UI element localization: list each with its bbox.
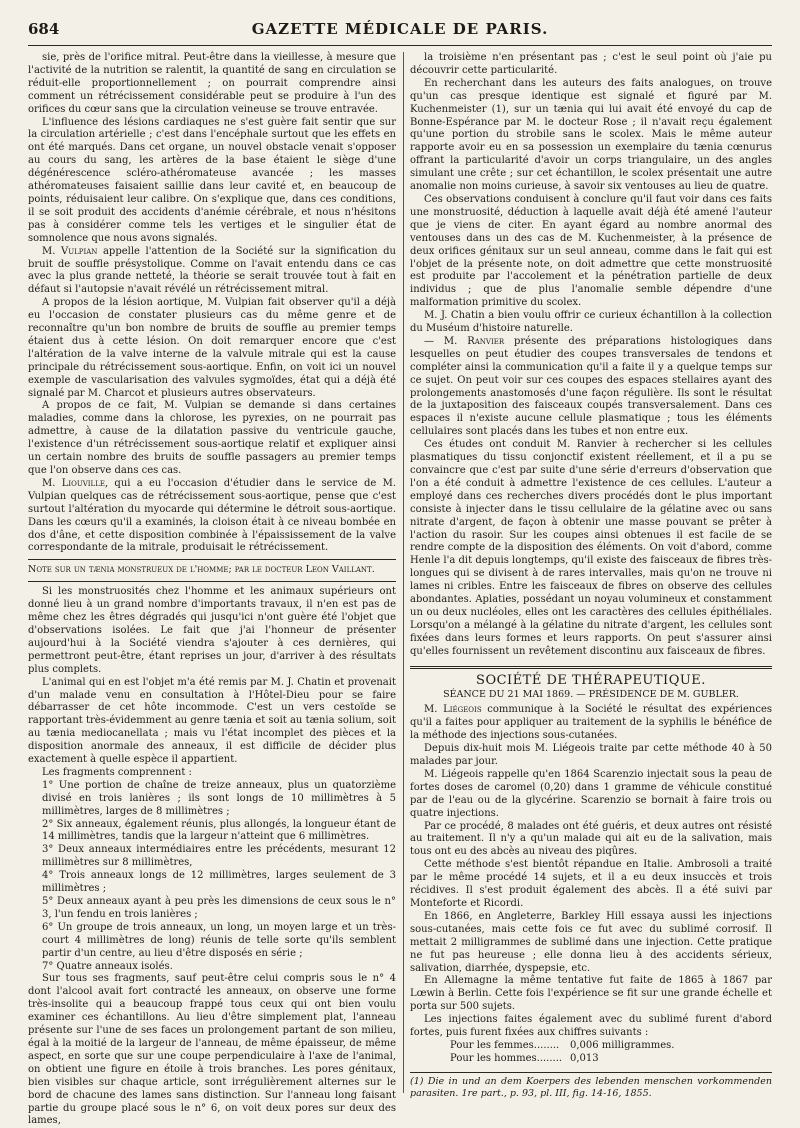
- paragraph: En recherchant dans les auteurs des faits analogues, on trouve qu'un cas presque identique est signalé et figuré par M. Kuchenmeister (1), sur un tænia qui lui avait été envoyé du cap de Bonne-Espérance par M. le docteur Rose ; il n'avait reçu également qu'une portion du strobile sans le scolex. Mais le même auteur rapporte avoir eu en sa possession un exemplaire du tænia cœnurus offrant la particularité d'avoir un corps triangulaire, un des angles simulant une crête ; sur cet échantillon, le scolex présentait une autre anomalie non moins curieuse, à savoir six ventouses au lieu de quatre.: [410, 77, 772, 193]
- paragraph-text: appelle l'attention de la Société sur la signification du bruit de souffle présystolique. Comme on l'avait entendu dans ce cas avec la plus grande netteté, la théorie se serait trouvée tout à fait en défaut si l'autopsie n'avait révélé un rétrécissement mitral.: [28, 245, 396, 296]
- paragraph: la troisième n'en présentant pas ; c'est le seul point où j'aie pu découvrir cette particularité.: [410, 52, 772, 76]
- paragraph: Sur tous ses fragments, sauf peut-être celui compris sous le n° 4 dont l'alcool avait fort contracté les anneaux, on observe une forme très-insolite qui a beaucoup frappé tous ceux qui ont bien voulu examiner ces échantillons. Au lieu d'être simplement plat, l'anneau présente sur l'une de ses faces un prolongement partant de son milieu, égal à la moitié de la largeur de l'anneau, de même épaisseur, de même aspect, en sorte que sur une coupe perpendiculaire à l'axe de l'animal, on obtient une figure en étoile à trois branches. Les pores génitaux, bien visibles sur chaque article, sont irrégulièrement alternes sur le bord de chacune des lames sans distinction. Sur l'anneau long faisant partie du groupe placé sous le n° 6, on voit deux pores sur deux des lames,: [28, 973, 396, 1127]
- paragraph: Les fragments comprennent :: [42, 766, 192, 778]
- journal-title: GAZETTE MÉDICALE DE PARIS.: [251, 20, 549, 38]
- section-title: SOCIÉTÉ DE THÉRAPEUTIQUE.: [476, 672, 706, 688]
- paragraph: [28, 246, 396, 298]
- section-rule: [28, 581, 396, 582]
- section-rule: [28, 559, 396, 560]
- paragraph-text: , qui a eu l'occasion d'étudier dans le service de M. Vulpian quelques cas de rétrécissement sous-aortique, pense que c'est surtout l'altération du myocarde qui détermine le détroit sous-aortique. Dans les cœurs qu'il a examinés, la cloison était à ce niveau bombée en dos d'âne, et cette disposition combinée à l'épaississement de la valve correspondante de la mitrale, produisait le rétrécissement.: [28, 477, 396, 554]
- speaker-name: — M. Ranvier: [424, 335, 505, 347]
- page-number: 684: [28, 20, 60, 38]
- fragment-item: 6° Un groupe de trois anneaux, un long, un moyen large et un très-court 4 millimètres de long) réunis de telle sorte qu'ils semblent partir d'un centre, au lieu d'être disposés en série ;: [42, 921, 396, 959]
- speaker-name: M. Liouville: [42, 477, 105, 489]
- note-heading: [28, 564, 396, 577]
- fragment-item: 5° Deux anneaux ayant à peu près les dimensions de ceux sous le n° 3, l'un fendu en trois lanières ;: [42, 896, 396, 920]
- dose-label: Pour les femmes........: [450, 1039, 560, 1051]
- fragment-item: 1° Une portion de chaîne de treize anneaux, plus un quatorzième divisé en trois lanières ; ils sont longs de 10 millimètres à 5 millimètres, larges de 8 millimètres ;: [42, 779, 396, 817]
- paragraph: L'influence des lésions cardiaques ne s'est guère fait sentir que sur la circulation artérielle ; c'est dans l'encéphale surtout que les effets en ont été marqués. Dans cet organe, un nouvel obstacle venait s'opposer au cours du sang, les artères de la base étaient le siège d'une dégénérescence scléro-athéromateuse avancée ; les masses athéromateuses faisaient saillie dans leur cavité et, en beaucoup de points, réduisaient leur calibre. On s'explique que, dans ces conditions, il se soit produit des accidents d'anémie cérébrale, et nous n'hésitons pas à considérer comme tels les vertiges et le singulier état de somnolence que nous avons signalés.: [28, 116, 396, 244]
- paragraph: [410, 336, 772, 439]
- paragraph: A propos de ce fait, M. Vulpian se demande si dans certaines maladies, comme dans la chlorose, les pyrexies, on ne pourrait pas admettre, à cause de la dilatation passive du ventricule gauche, l'existence d'un rétrécissement sous-aortique relatif et expliquer ainsi un certain nombre des bruits de souffle passagers au premier temps que l'on observe dans ces cas.: [28, 400, 396, 476]
- paragraph: M. J. Chatin a bien voulu offrir ce curieux échantillon à la collection du Muséum d'histoire naturelle.: [410, 310, 772, 335]
- paragraph: [410, 704, 772, 743]
- dose-value: 0,006 milligrammes.: [570, 1039, 675, 1051]
- section-double-rule: [410, 666, 772, 669]
- fragment-item: 4° Trois anneaux longs de 12 millimètres, larges seulement de 3 millimètres ;: [42, 870, 396, 895]
- fragment-item: 7° Quatre anneaux isolés.: [42, 960, 173, 972]
- note-title: Note sur un tænia monstrueux de l'homme: [28, 564, 229, 576]
- paragraph: Ces études ont conduit M. Ranvier à rechercher si les cellules plasmatiques du tissu conjonctif existent réellement, et il a pu se convaincre que c'est par suite d'une série d'erreurs d'observation que l'on a été conduit à admettre l'existence de ces cellules. L'auteur a employé dans ces recherches divers procédés dont le plus important consiste à injecter dans le tissu cellulaire de la gélatine avec ou sans nitrate d'argent, de façon à obtenir une masse pouvant se prêter à l'action du rasoir. Sur les coupes ainsi obtenues il est facile de se rendre compte de la disposition des éléments. On voit d'abord, comme Henle l'a dit depuis longtemps, qu'il existe des faisceaux de fibres très-longues qui se divisent à de rares intervalles, mais qu'on ne trouve ni lames ni cribles. Entre les faisceaux de fibres on observe des cellules abondantes. Aplaties, possédant un noyau volumineux et constamment un ou deux nucléoles, elles ont les caractères des cellules épithéliales. Lorsqu'on a mélangé à la gélatine du nitrate d'argent, les cellules sont fixées dans leurs formes et leurs rapports. On peut s'assurer ainsi qu'elles fournissent un revêtement discontinu aux faisceaux de fibres.: [410, 439, 772, 657]
- paragraph-text: présente des préparations histologiques dans lesquelles on peut étudier des coupes transversales de tendons et compléter ainsi la communication qu'il a faite il y a quelque temps sur ce sujet. On peut voir sur ces coupes des espaces stellaires ayant des prolongements anastomosés d'une façon régulière. Ils sont le résultat de la juxtaposition des faisceaux coupés transversalement. Dans ces espaces il n'existe aucune cellule plasmatique ; tous les éléments cellulaires sont placés dans les tubes et non entre eux.: [410, 335, 772, 438]
- fragment-item: 2° Six anneaux, également réunis, plus allongés, la longueur étant de 14 millimètres, tandis que la largeur n'atteint que 6 millimètres.: [42, 818, 396, 843]
- paragraph: Si les monstruosités chez l'homme et les animaux supérieurs ont donné lieu à un grand nombre d'importants travaux, il n'en est pas de même chez les êtres dégradés qui jusqu'ici n'ont guère été l'objet que d'observations isolées. Le fait que j'ai l'honneur de présenter aujourd'hui à la Société viendra s'ajouter à ces dernières, qui permettront peut-être, étant reprises un jour, d'arriver à des résultats plus complets.: [28, 586, 396, 675]
- page-header: [28, 20, 772, 46]
- footnote-rule: [410, 1072, 772, 1073]
- dose-row: [410, 1040, 772, 1053]
- paragraph: Les injections faites également avec du sublimé furent d'abord fortes, puis furent fixées aux chiffres suivants :: [410, 1014, 772, 1039]
- session-line: SÉANCE DU 21 MAI 1869. — PRÉSIDENCE DE M. GUBLER.: [443, 688, 739, 700]
- note-author: ; par le docteur Leon Vaillant.: [228, 564, 375, 576]
- paragraph: sie, près de l'orifice mitral. Peut-être dans la vieillesse, à mesure que l'activité de la nutrition se ralentit, la quantité de sang en circulation se réduit-elle proportionnellement ; on pourrait comprendre ainsi comment un rétrécissement considérable peut se produire à l'un des orifices du cœur sans que la circulation veineuse se trouve entravée.: [28, 52, 396, 115]
- paragraph: En Allemagne la même tentative fut faite de 1865 à 1867 par Lœwin à Berlin. Cette fois l'expérience se fit sur une grande échelle et porta sur 500 sujets.: [410, 975, 772, 1013]
- dose-label: Pour les hommes........: [450, 1052, 563, 1064]
- paragraph: Ces observations conduisent à conclure qu'il faut voir dans ces faits une monstruosité, déduction à laquelle avait déjà été amené l'auteur que je viens de citer. En ayant égard au nombre anormal des ventouses dans un des cas de M. Kuchenmeister, à la présence de deux orifices génitaux sur un seul anneau, comme dans le fait qui est l'objet de la présente note, on doit admettre que cette monstruosité est produite par l'accolement et la pénétration partielle de deux individus ; que de plus l'anomalie semble dépendre d'une malformation primitive du scolex.: [410, 193, 772, 309]
- paragraph: M. Liégeois rappelle qu'en 1864 Scarenzio injectait sous la peau de fortes doses de caromel (0,20) dans 1 gramme de véhicule constitué par de l'eau ou de la glycérine. Scarenzio se bornait à faire trois ou quatre injections.: [410, 768, 772, 819]
- dose-value: 0,013: [570, 1052, 599, 1064]
- footnote: (1) Die in und an dem Koerpers des lebenden menschen vorkommenden parasiten. 1re part., p. 93, pl. III, fig. 14-16, 1855.: [410, 1075, 772, 1100]
- paragraph: A propos de la lésion aortique, M. Vulpian fait observer qu'il a déjà eu l'occasion de constater plusieurs cas du même genre et de reconnaître qu'un bon nombre de bruits de souffle au premier temps étaient dus à cette lésion. On doit remarquer encore que c'est l'altération de la valve interne de la valvule mitrale qui est la cause principale du rétrécissement sous-aortique. Enfin, on voit ici un nouvel exemple de vascularisation des valvules sygmoïdes, état qui a déjà été signalé par M. Charcot et plusieurs autres observateurs.: [28, 297, 396, 399]
- paragraph: Par ce procédé, 8 malades ont été guéris, et deux autres ont résisté au traitement. Il n'y a qu'un malade qui ait eu de la salivation, mais tous ont eu des abcès au niveau des piqûres.: [410, 820, 772, 858]
- dose-row: [410, 1053, 772, 1066]
- speaker-name: M. Vulpian: [42, 245, 98, 257]
- fragment-item: 3° Deux anneaux intermédiaires entre les précédents, mesurant 12 millimètres sur 8 millimètres,: [42, 844, 396, 869]
- paragraph: [28, 478, 396, 555]
- paragraph: Cette méthode s'est bientôt répandue en Italie. Ambrosoli a traité par le même procédé 14 sujets, et il a eu deux insuccès et trois récidives. Il s'est produit également des abcès. Il a été suivi par Monteforte et Ricordi.: [410, 859, 772, 909]
- paragraph: Depuis dix-huit mois M. Liégeois traite par cette méthode 40 à 50 malades par jour.: [410, 743, 772, 768]
- header-rule: [28, 45, 772, 46]
- right-column: [410, 52, 772, 1100]
- paragraph: L'animal qui en est l'objet m'a été remis par M. J. Chatin et provenait d'un malade venu en consultation à l'Hôtel-Dieu pour se faire débarrasser de cet hôte incommode. C'est un vers cestoïde se rapportant très-évidemment au genre tænia et soit au tænia solium, soit au tænia mediocanellata ; mais vu l'état incomplet des pièces et la disposition anormale des anneaux, il est difficile de décider plus exactement à quelle espèce il appartient.: [28, 676, 396, 766]
- paragraph: En 1866, en Angleterre, Barkley Hill essaya aussi les injections sous-cutanées, mais cette fois ce fut avec du sublimé corrosif. Il mettait 2 milligrammes de sublimé dans une injection. Cette pratique ne fut pas heureuse ; elle donna lieu à des accidents sérieux, salivation, diarrhée, dyspepsie, etc.: [410, 910, 772, 974]
- left-column: [28, 52, 396, 1127]
- paragraph-text: communique à la Société le résultat des expériences qu'il a faites pour appliquer au traitement de la syphilis le bénéfice de la méthode des injections sous-cutanées.: [410, 704, 772, 742]
- column-divider: [403, 52, 404, 1093]
- speaker-name: M. Liégeois: [424, 704, 482, 716]
